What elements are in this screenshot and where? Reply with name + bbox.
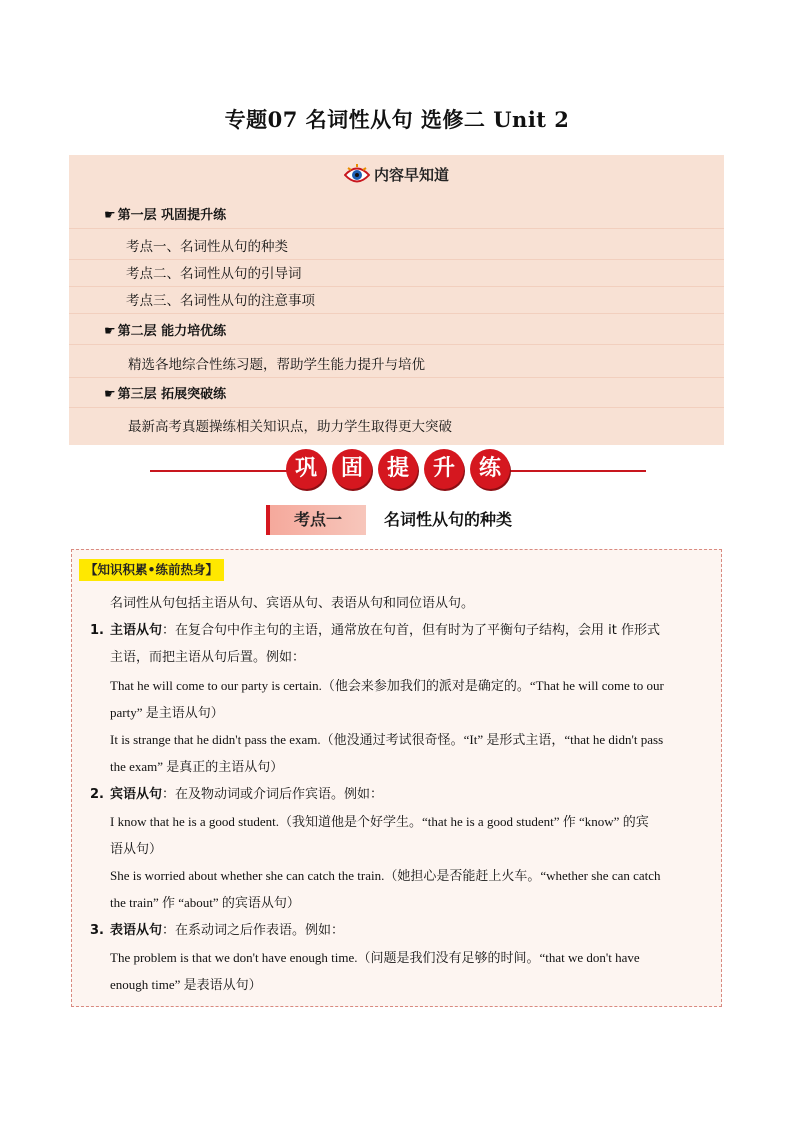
intro-text: 名词性从句包括主语从句、宾语从句、表语从句和同位语从句。 xyxy=(110,596,475,611)
page-title: 专题07 名词性从句 选修二 Unit 2 xyxy=(224,107,570,132)
banner-line-left xyxy=(150,470,290,472)
banner-char: 升 xyxy=(424,449,464,489)
banner-char: 提 xyxy=(378,449,418,489)
banner-char: 练 xyxy=(470,449,510,489)
example-line: I know that he is a good student.（我知道他是个好学生。“that he is a good student” 作 “know” 的宾 xyxy=(110,814,649,829)
hand-pointer-icon: ☛ xyxy=(104,324,116,339)
hand-pointer-icon: ☛ xyxy=(104,208,116,223)
example-line: The problem is that we don't have enough time.（问题是我们没有足够的时间。“that we don't have xyxy=(110,950,640,965)
hand-pointer-icon: ☛ xyxy=(104,387,116,402)
kaodian-name: 名词性从句的种类 xyxy=(384,510,513,529)
toc-item: 最新高考真题操练相关知识点，助力学生取得更大突破 xyxy=(128,419,452,435)
banner-line-right xyxy=(506,470,646,472)
item-number: 2. xyxy=(90,787,104,802)
item-2-text: 宾语从句：在及物动词或介词后作宾语。例如： xyxy=(110,787,384,802)
example-line: the exam” 是真正的主语从句） xyxy=(110,759,284,774)
example-line: the train” 作 “about” 的宾语从句） xyxy=(110,895,300,910)
body-line: 主语，而把主语从句后置。例如： xyxy=(110,650,306,665)
example-line: She is worried about whether she can catch the train.（她担心是否能赶上火车。“whether she can catch xyxy=(110,868,661,883)
toc-layer-3: ☛ 第三层 拓展突破练 xyxy=(69,382,724,408)
example-line: party” 是主语从句） xyxy=(110,705,224,720)
banner-char: 巩 xyxy=(286,449,326,489)
section-banner xyxy=(150,449,646,493)
toc-layer-2: ☛ 第二层 能力培优练 xyxy=(69,319,724,345)
toc-heading xyxy=(69,164,724,186)
item-1-text: 主语从句：在复合句中作主句的主语，通常放在句首，但有时为了平衡句子结构，会用 it 作形式 xyxy=(110,623,660,638)
kaodian-tag: 考点一 xyxy=(266,505,366,535)
example-line: That he will come to our party is certain.（他会来参加我们的派对是确定的。“That he will come to our xyxy=(110,678,664,693)
item-number: 1. xyxy=(90,623,104,638)
toc-heading-text: 内容早知道 xyxy=(373,166,449,184)
toc-layer-1: ☛ 第一层 巩固提升练 xyxy=(69,203,724,229)
toc-panel xyxy=(69,155,724,445)
eye-icon xyxy=(344,164,370,186)
toc-item: 考点一、名词性从句的种类 xyxy=(69,234,724,260)
toc-item: 考点二、名词性从句的引导词 xyxy=(69,261,724,287)
example-line: enough time” 是表语从句） xyxy=(110,977,262,992)
toc-item: 考点三、名词性从句的注意事项 xyxy=(69,288,724,314)
toc-item: 精选各地综合性练习题，帮助学生能力提升与培优 xyxy=(69,352,724,378)
example-line: It is strange that he didn't pass the exam.（他没通过考试很奇怪。“It” 是形式主语，“that he didn't pass xyxy=(110,732,664,747)
banner-char: 固 xyxy=(332,449,372,489)
knowledge-label: 【知识积累•练前热身】 xyxy=(79,559,224,581)
item-number: 3. xyxy=(90,923,104,938)
item-3-text: 表语从句：在系动词之后作表语。例如： xyxy=(110,923,345,938)
example-line: 语从句） xyxy=(110,841,163,856)
